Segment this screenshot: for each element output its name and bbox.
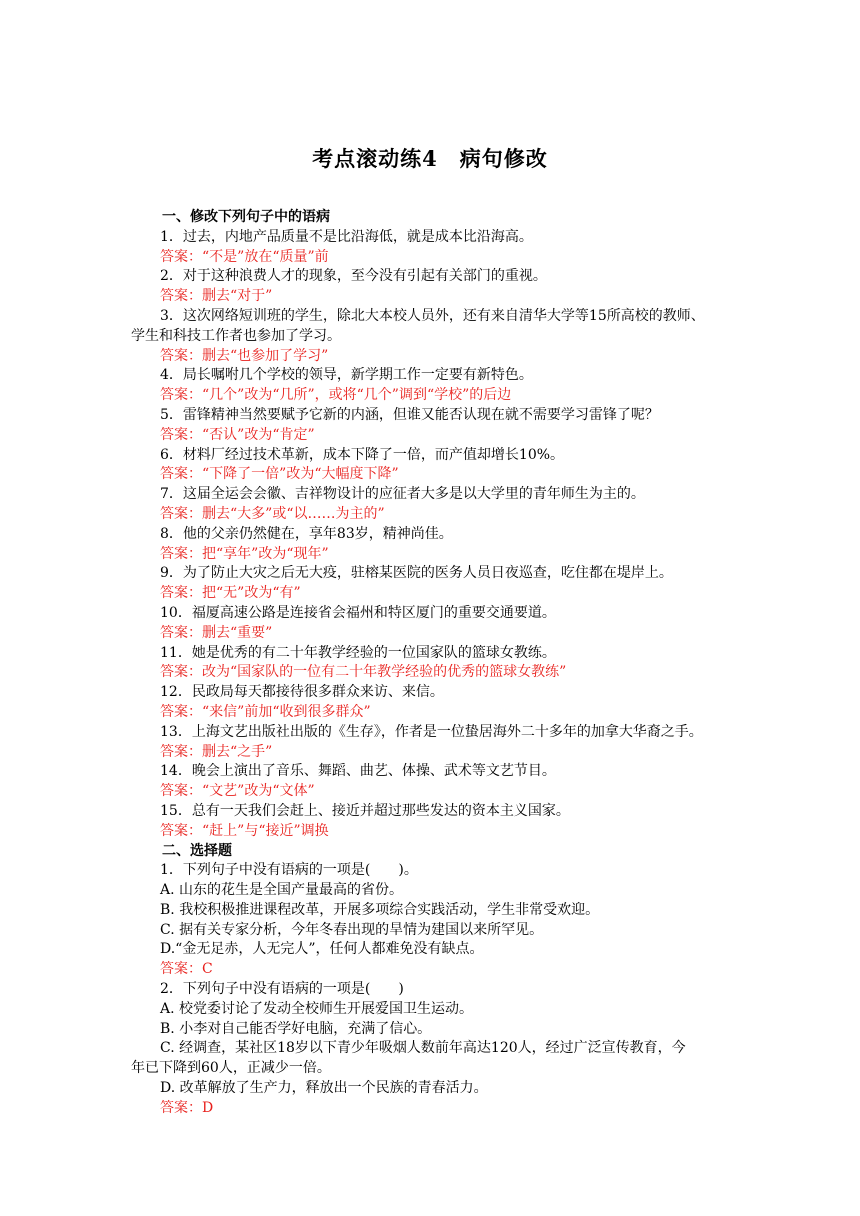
choice-question-1-stem: 1．下列句子中没有语病的一项是( )。 <box>160 862 418 879</box>
question-5: 5．雷锋精神当然要赋予它新的内涵，但谁又能否认现在就不需要学习雷锋了呢？ <box>160 406 659 423</box>
document-body <box>131 208 745 1119</box>
choice-1-answer: 答案：C <box>160 961 213 978</box>
choice-2-option-c: C. 经调查，某社区18岁以下青少年吸烟人数前年高达120人，经过广泛宣传教育，今 <box>160 1040 686 1057</box>
choice-1-option-b: B. 我校积极推进课程改革，开展多项综合实践活动，学生非常受欢迎。 <box>160 901 600 918</box>
question-3-continued: 学生和科技工作者也参加了学习。 <box>131 327 341 344</box>
question-4: 4．局长嘱咐几个学校的领导，新学期工作一定要有新特色。 <box>160 367 533 384</box>
choice-1-option-d: D.“金无足赤，人无完人”，任何人都难免没有缺点。 <box>160 941 484 958</box>
section-heading-1: 一、修改下列句子中的语病 <box>162 209 330 225</box>
question-13: 13．上海文艺出版社出版的《生存》，作者是一位蛰居海外二十多年的加拿大华裔之手。 <box>160 723 703 740</box>
question-6: 6．材料厂经过技术革新，成本下降了一倍，而产值却增长10%。 <box>160 446 565 463</box>
question-8: 8．他的父亲仍然健在，享年83岁，精神尚佳。 <box>160 525 453 542</box>
answer-4: 答案：“几个”改为“几所”，或将“几个”调到“学校”的后边 <box>160 387 512 404</box>
answer-13: 答案：删去“之手” <box>160 743 273 760</box>
answer-12: 答案：“来信”前加“收到很多群众” <box>160 703 371 720</box>
question-15: 15．总有一天我们会赶上、接近并超过那些发达的资本主义国家。 <box>160 802 570 819</box>
question-12: 12．民政局每天都接待很多群众来访、来信。 <box>160 684 444 701</box>
answer-15: 答案：“赶上”与“接近”调换 <box>160 822 329 839</box>
choice-2-option-a: A. 校党委讨论了发动全校师生开展爱国卫生运动。 <box>160 1000 474 1017</box>
question-11: 11．她是优秀的有二十年教学经验的一位国家队的篮球女教练。 <box>160 644 556 661</box>
answer-10: 答案：删去“重要” <box>160 624 273 641</box>
answer-11: 答案：改为“国家队的一位有二十年教学经验的优秀的篮球女教练” <box>160 664 567 681</box>
page-title: 考点滚动练4 病句修改 <box>312 146 548 171</box>
question-1: 1．过去，内地产品质量不是比沿海低，就是成本比沿海高。 <box>160 228 533 245</box>
choice-2-option-d: D. 改革解放了生产力，释放出一个民族的青春活力。 <box>160 1080 488 1097</box>
question-2: 2．对于这种浪费人才的现象，至今没有引起有关部门的重视。 <box>160 268 547 285</box>
question-3: 3．这次网络短训班的学生，除北大本校人员外，还有来自清华大学等15所高校的教师、 <box>160 307 705 324</box>
answer-7: 答案：删去“大多”或“以……为主的” <box>160 505 385 522</box>
choice-1-option-c: C. 据有关专家分析，今年冬春出现的旱情为建国以来所罕见。 <box>160 921 544 938</box>
answer-5: 答案：“否认”改为“肯定” <box>160 426 315 443</box>
choice-question-2-stem: 2．下列句子中没有语病的一项是( ) <box>160 981 404 998</box>
answer-3: 答案：删去“也参加了学习” <box>160 347 329 364</box>
choice-2-option-c-continued: 年已下降到60人，正减少一倍。 <box>131 1060 331 1077</box>
section-heading-2: 二、选择题 <box>162 842 232 859</box>
question-10: 10．福厦高速公路是连接省会福州和特区厦门的重要交通要道。 <box>160 604 556 621</box>
choice-1-option-a: A. 山东的花生是全国产量最高的省份。 <box>160 882 404 899</box>
question-7: 7．这届全运会会徽、吉祥物设计的应征者大多是以大学里的青年师生为主的。 <box>160 486 645 503</box>
question-9: 9．为了防止大灾之后无大疫，驻榕某医院的医务人员日夜巡查，吃住都在堤岸上。 <box>160 565 673 582</box>
question-14: 14．晚会上演出了音乐、舞蹈、曲艺、体操、武术等文艺节目。 <box>160 763 556 780</box>
answer-6: 答案：“下降了一倍”改为“大幅度下降” <box>160 466 399 483</box>
choice-2-option-b: B. 小李对自己能否学好电脑，充满了信心。 <box>160 1020 432 1037</box>
answer-1: 答案：“不是”放在“质量”前 <box>160 248 329 265</box>
answer-9: 答案：把“无”改为“有” <box>160 585 301 602</box>
answer-8: 答案：把“享年”改为“现年” <box>160 545 329 562</box>
answer-14: 答案：“文艺”改为“文体” <box>160 783 315 800</box>
answer-2: 答案：删去“对于” <box>160 288 273 305</box>
choice-2-answer: 答案：D <box>160 1099 214 1116</box>
